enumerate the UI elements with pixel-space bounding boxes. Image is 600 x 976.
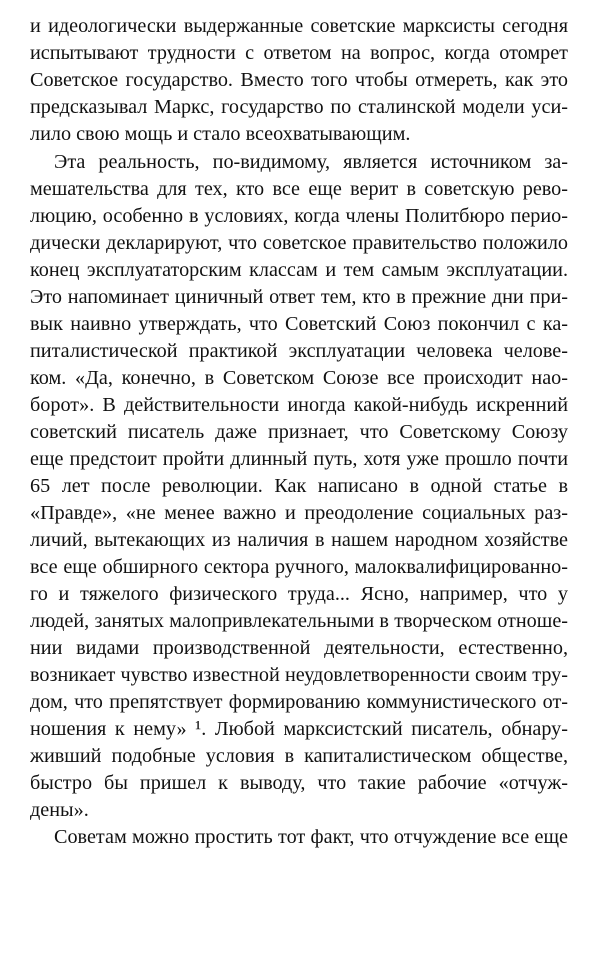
paragraph-first-line: Эта реальность, по-видимому, является источником за- bbox=[54, 151, 568, 173]
text-line: лило свою мощь и стало всеохватывающим. bbox=[30, 123, 411, 145]
text-line: советский писатель даже признает, что Советскому Союзу bbox=[30, 421, 568, 443]
text-line: борот». В действительности иногда какой-нибудь искренний bbox=[30, 394, 568, 416]
text-line: личий, вытекающих из наличия в нашем народном хозяйстве bbox=[30, 529, 568, 551]
text-line: Советское государство. Вместо того чтобы отмереть, как это bbox=[30, 69, 568, 91]
text-line: еще предстоит пройти длинный путь, хотя уже прошло почти bbox=[30, 448, 568, 470]
text-line: дом, что препятствует формированию коммунистического от- bbox=[30, 691, 568, 713]
text-line: быстро бы пришел к выводу, что такие рабочие «отчуж- bbox=[30, 772, 568, 794]
text-line: все еще обширного сектора ручного, малоквалифицированно- bbox=[30, 556, 568, 578]
text-line: люцию, особенно в условиях, когда члены Политбюро перио- bbox=[30, 205, 568, 227]
paragraph-first-line: Советам можно простить тот факт, что отчуждение все еще bbox=[54, 826, 568, 848]
text-line: нии видами производственной деятельности, естественно, bbox=[30, 637, 568, 659]
text-line: ношения к нему» ¹. Любой марксистский писатель, обнару- bbox=[30, 718, 568, 740]
text-line: дены». bbox=[30, 799, 89, 821]
text-line: Это напоминает циничный ответ тем, кто в прежние дни при- bbox=[30, 286, 568, 308]
text-line: людей, занятых малопривлекательными в творческом отноше- bbox=[30, 610, 568, 632]
text-line: живший подобные условия в капиталистическом обществе, bbox=[30, 745, 568, 767]
text-line: предсказывал Маркс, государство по сталинской модели уси- bbox=[30, 96, 568, 118]
text-line: ком. «Да, конечно, в Советском Союзе все происходит нао- bbox=[30, 367, 568, 389]
text-line: 65 лет после революции. Как написано в одной статье в bbox=[30, 475, 568, 497]
text-line: испытывают трудности с ответом на вопрос, когда отомрет bbox=[30, 42, 568, 64]
text-line: вык наивно утверждать, что Советский Союз покончил с ка- bbox=[30, 313, 568, 335]
text-line: возникает чувство известной неудовлетворенности своим тру- bbox=[30, 664, 568, 686]
text-line: «Правде», «не менее важно и преодоление социальных раз- bbox=[30, 502, 568, 524]
text-line: го и тяжелого физического труда... Ясно, например, что у bbox=[30, 583, 568, 605]
text-line: конец эксплуататорским классам и тем самым эксплуатации. bbox=[30, 259, 568, 281]
text-line: мешательства для тех, кто все еще верит в советскую рево- bbox=[30, 178, 568, 200]
text-line: дически декларируют, что советское правительство положило bbox=[30, 232, 568, 254]
text-line: питалистической практикой эксплуатации человека челове- bbox=[30, 340, 568, 362]
text-line: и идеологически выдержанные советские марксисты сегодня bbox=[30, 15, 568, 37]
